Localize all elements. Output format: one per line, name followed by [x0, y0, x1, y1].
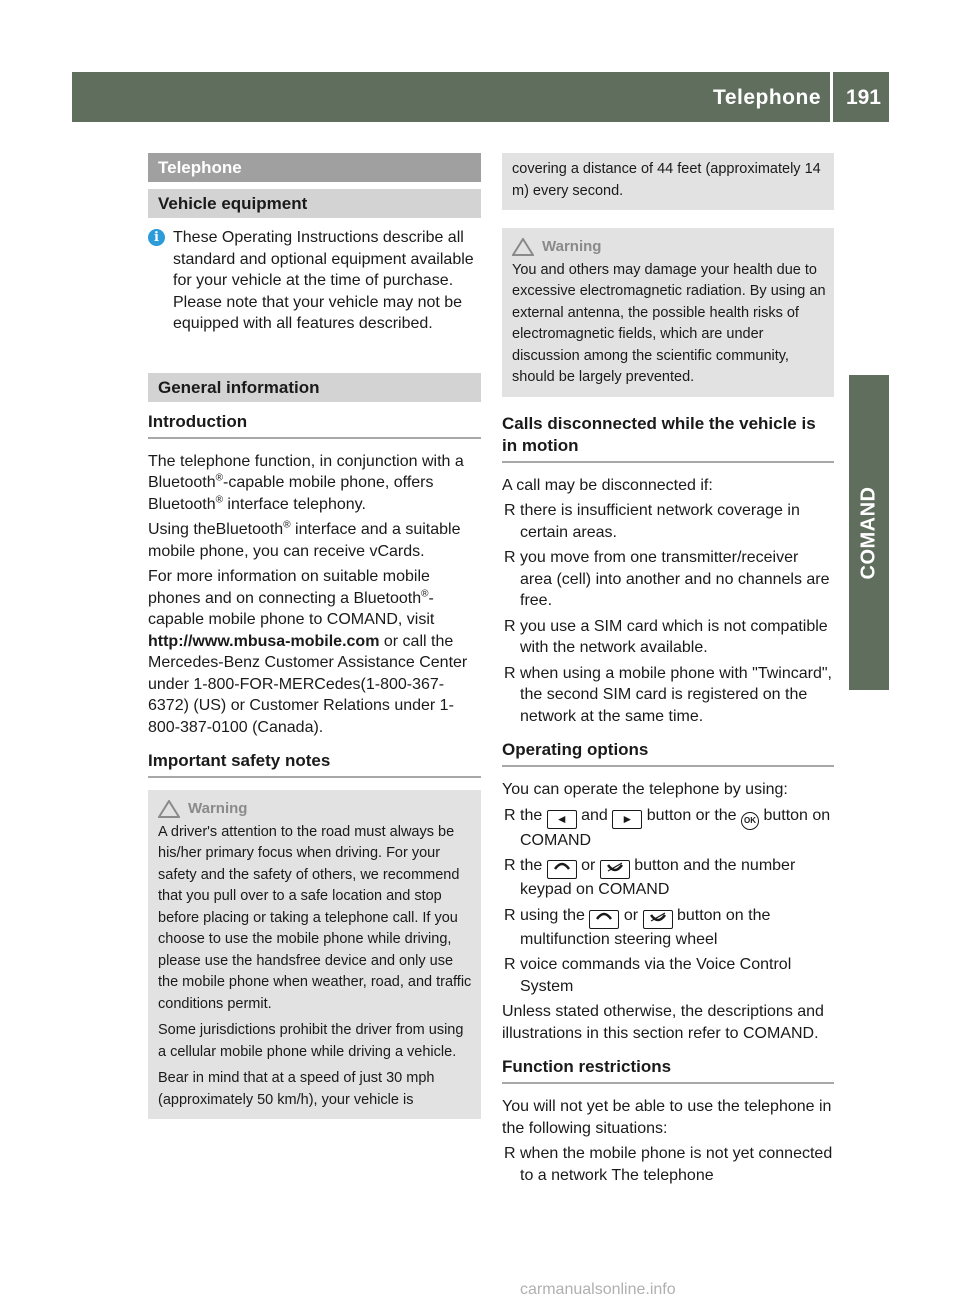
warning-text-1: A driver's attention to the road must always be his/her primary focus when driving. For your safety and the safety of others, we recommend that you pull over to a safe location and stop before placing or taking a telephone call. If you choose to use the mobile phone while driving, please use the handsfree device and only use the mobile phone when weather, road, and traffic conditions permit.: [158, 823, 472, 1012]
warning-header: [512, 236, 826, 258]
info-note: [148, 227, 481, 335]
warning-box-radiation: [502, 228, 834, 397]
left-arrow-key-icon: ◄: [547, 810, 577, 829]
intro-paragraph-3: For more information on suitable mobile phones and on connecting a Bluetooth®-capable mobile phone to COMAND, visit http://www.mbusa-mobile.com or call the Mercedes-Benz Customer Assistance Center under 1-800-FOR-MERCedes(1-800-367-6372) (US) or Customer Relations under 1-800-387-0100 (Canada).: [148, 568, 468, 736]
intro-paragraph-1: The telephone function, in conjunction with a Bluetooth®-capable mobile phone, offers Bluetooth® interface telephony.: [148, 452, 464, 513]
warning-box-driver-attention: [148, 790, 481, 1119]
website-link[interactable]: http://www.mbusa-mobile.com: [148, 632, 380, 650]
info-icon: i: [148, 229, 165, 246]
list-item: R when using a mobile phone with "Twincard", the second SIM card is registered on the network at the same time.: [504, 664, 832, 725]
list-item: R using the or button on the multifunction steering wheel: [504, 906, 771, 948]
intro-paragraph-2: Using theBluetooth® interface and a suitable mobile phone, you can receive vCards.: [148, 519, 461, 560]
right-arrow-key-icon: ►: [612, 810, 642, 829]
phone-answer-key-icon: [589, 910, 619, 929]
list-item: R you use a SIM card which is not compatible with the network available.: [504, 617, 828, 656]
heading-calls-disconnected: Calls disconnected while the vehicle is in motion: [502, 413, 834, 463]
list-item: R when the mobile phone is not yet connected to a network The telephone: [504, 1145, 833, 1184]
side-tab-label: COMAND: [857, 486, 880, 579]
header-separator: [830, 72, 833, 122]
warning-box-continued: [502, 153, 834, 210]
phone-end-key-icon: [643, 910, 673, 929]
warning-triangle-icon: [512, 238, 534, 256]
warning-text-radiation: You and others may damage your health due to excessive electromagnetic radiation. By using an external antenna, the possible health risks of electromagnetic fields, which are under discussion among the scientific community, should be largely prevented.: [512, 261, 826, 385]
header-title: Telephone: [713, 86, 821, 109]
heading-operating-options: Operating options: [502, 739, 834, 767]
phone-end-key-icon: [600, 860, 630, 879]
heading-important-safety-notes: Important safety notes: [148, 750, 481, 778]
right-column: [502, 153, 834, 1186]
side-tab: [849, 375, 889, 690]
operating-after: Unless stated otherwise, the descriptions and illustrations in this section refer to COMAND.: [502, 1003, 824, 1042]
warning-text-continued: covering a distance of 44 feet (approximately 14 m) every second.: [512, 161, 821, 199]
warning-triangle-icon: [158, 800, 180, 818]
page-number: 191: [845, 86, 881, 109]
warning-label: Warning: [188, 800, 248, 817]
warning-label: Warning: [542, 238, 602, 255]
list-item: R the or button and the number keypad on COMAND: [504, 857, 796, 898]
ok-button-icon: OK: [741, 812, 759, 830]
heading-function-restrictions: Function restrictions: [502, 1056, 834, 1084]
warning-text-2: Some jurisdictions prohibit the driver from using a cellular mobile phone while driving a vehicle.: [158, 1022, 464, 1060]
info-note-text: These Operating Instructions describe all standard and optional equipment available for your vehicle at the time of purchase. Please note that your vehicle may not be equipped with all features described.: [173, 229, 474, 332]
heading-introduction: Introduction: [148, 411, 481, 439]
header-bar: [72, 72, 889, 122]
list-item: R voice commands via the Voice Control System: [504, 956, 792, 995]
list-item: R the ◄ and ► button or the OK button on COMAND: [504, 806, 831, 849]
list-item: R there is insufficient network coverage in certain areas.: [504, 502, 800, 541]
operating-intro: You can operate the telephone by using:: [502, 781, 788, 798]
section-band-general-information: General information: [148, 373, 481, 402]
section-band-vehicle-equipment: Vehicle equipment: [148, 189, 481, 218]
watermark: carmanualsonline.info: [520, 1281, 676, 1298]
function-intro: You will not yet be able to use the telephone in the following situations:: [502, 1098, 832, 1137]
phone-answer-key-icon: [547, 860, 577, 879]
calls-intro: A call may be disconnected if:: [502, 476, 713, 494]
warning-text-3: Bear in mind that at a speed of just 30 mph (approximately 50 km/h), your vehicle is: [158, 1070, 435, 1108]
left-column: [148, 153, 481, 1119]
section-band-telephone: Telephone: [148, 153, 481, 182]
list-item: R you move from one transmitter/receiver area (cell) into another and no channels are free.: [504, 549, 830, 609]
warning-header: [158, 798, 473, 820]
